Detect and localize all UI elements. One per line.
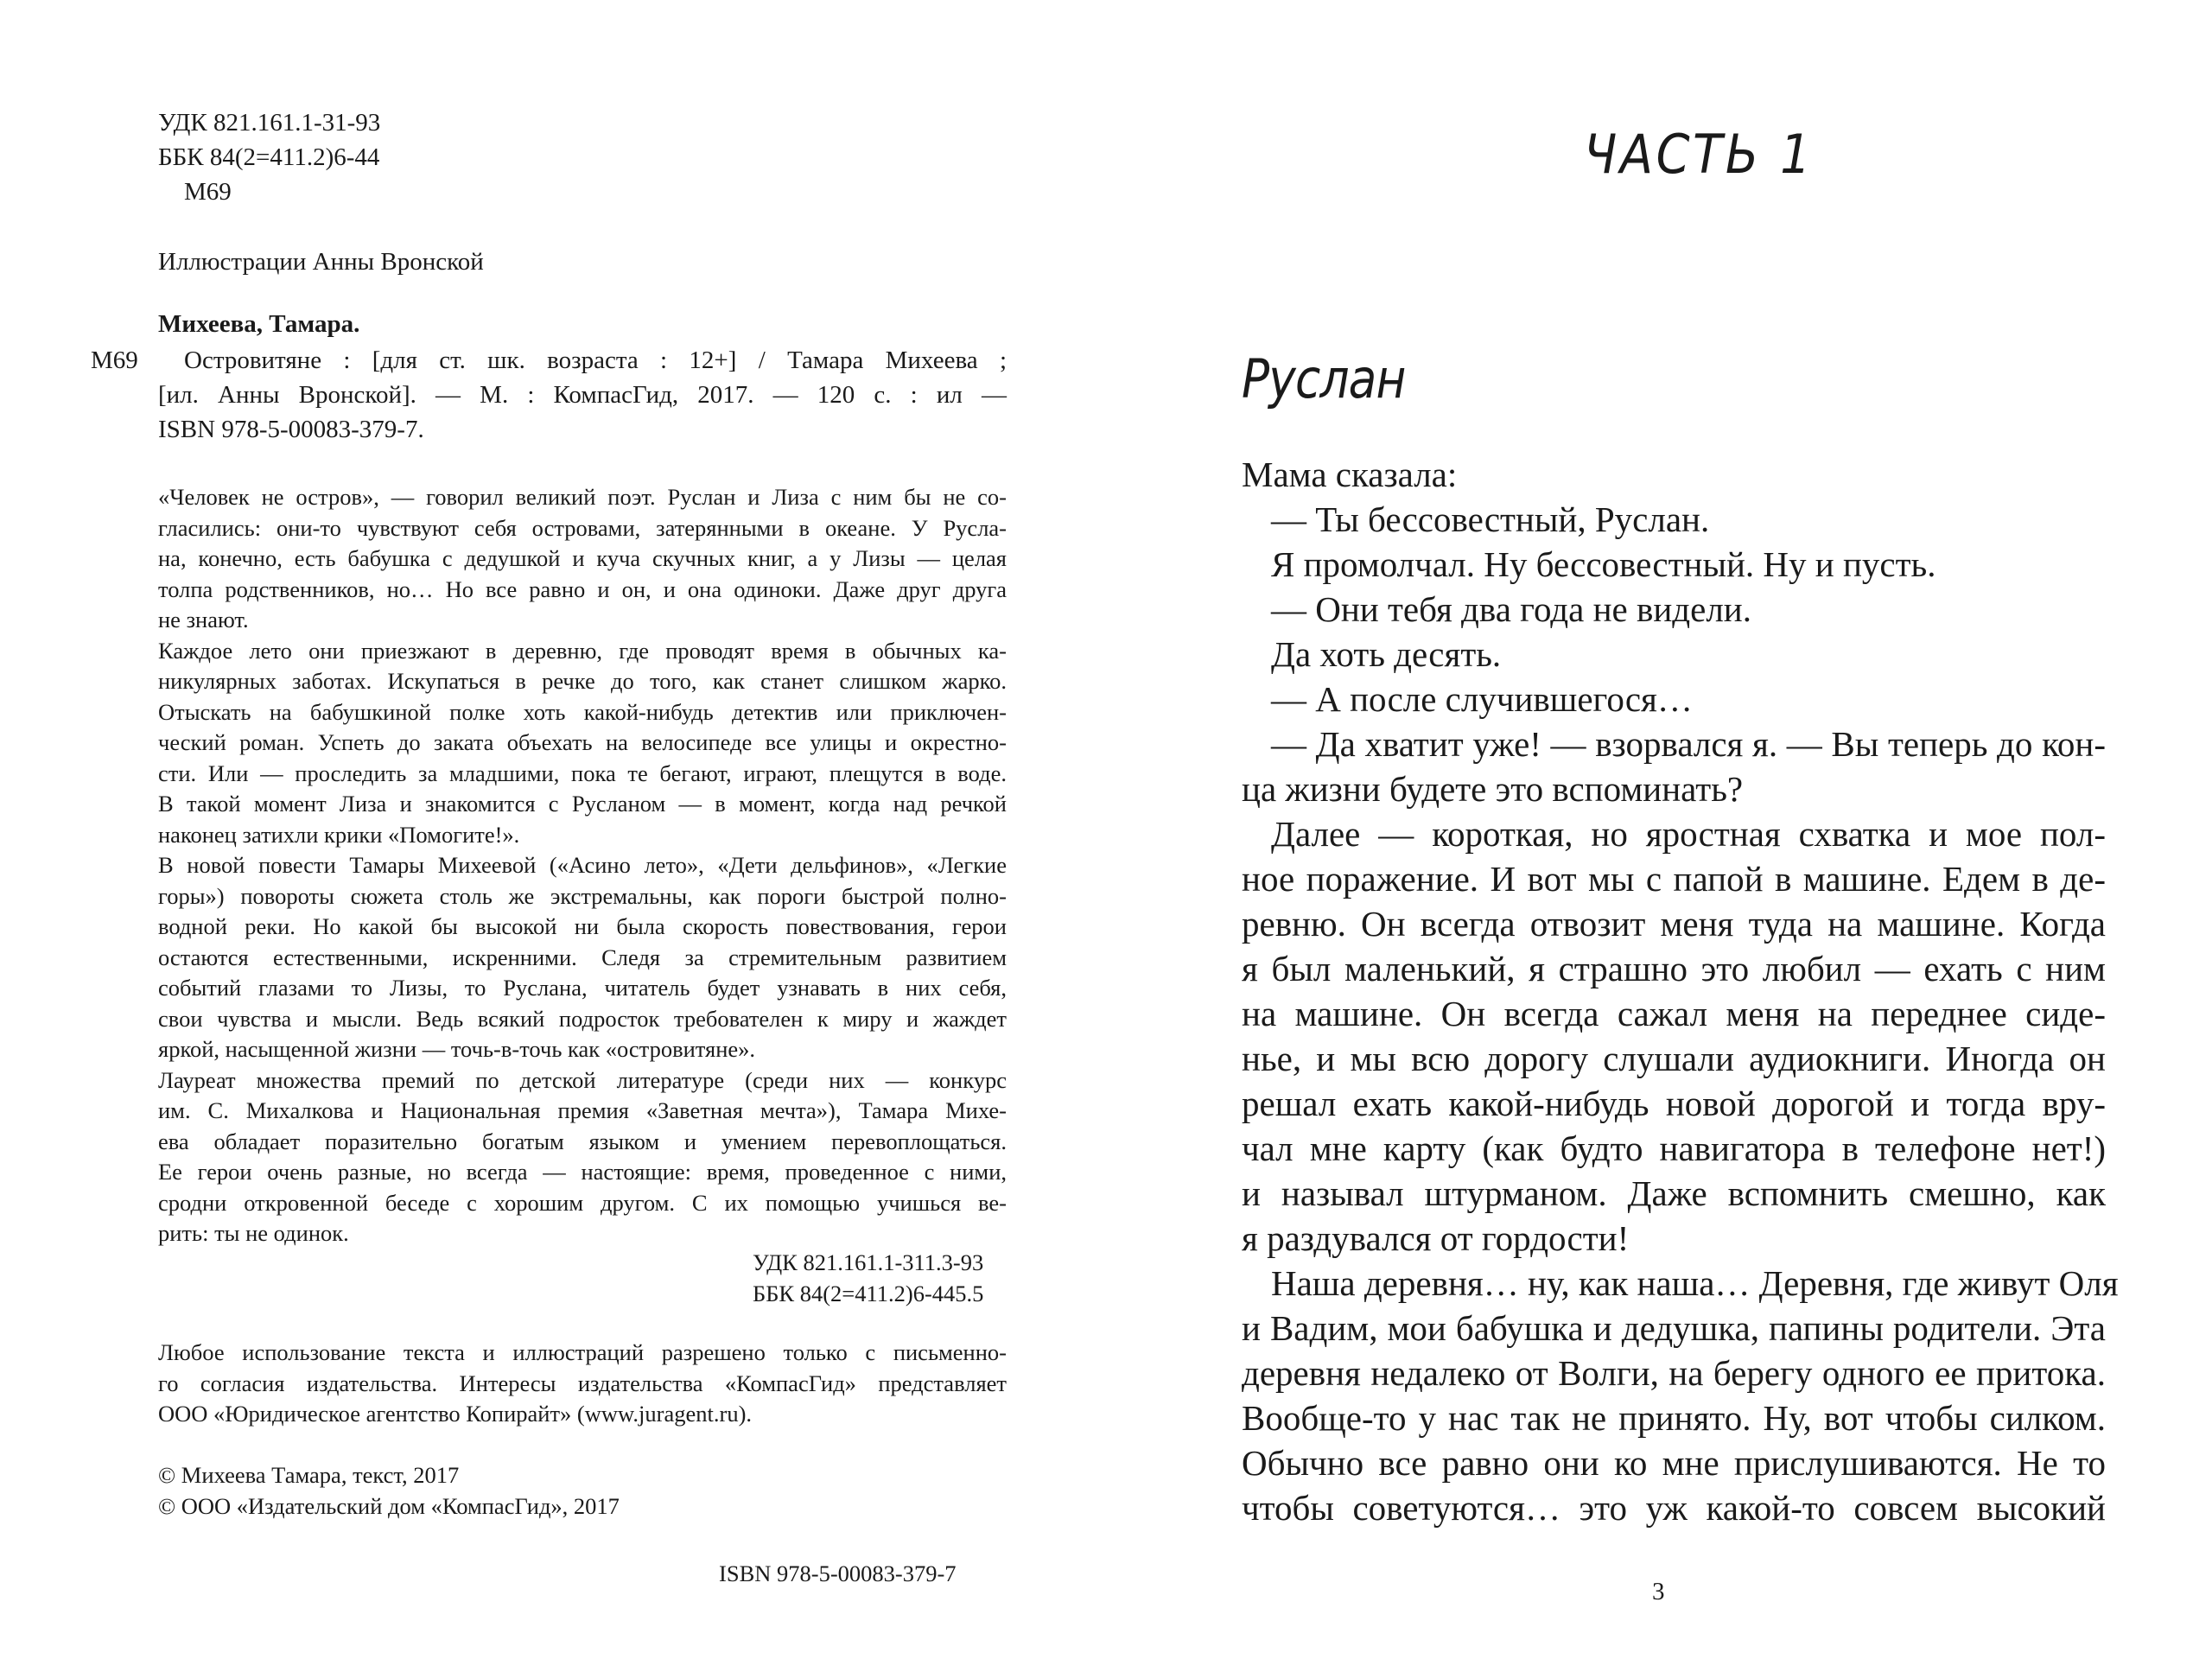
bbk-line: ББК 84(2=411.2)6-44 [158, 143, 380, 171]
udk-line: УДК 821.161.1-311.3-93 [753, 1249, 984, 1275]
annotation-line: гласились: они-то чувствуют себя островами, затерянными в океане. У Русла- [158, 514, 1007, 541]
annotation [158, 482, 1007, 1249]
annotation-line: яркой, насыщенной жизни — точь-в-точь как «островитяне». [158, 1036, 756, 1062]
biblio-line: [ил. Анны Вронской]. — М. : КомпасГид, 2017. — 120 с. : ил — [158, 381, 1007, 409]
udk-bbk-block [158, 105, 380, 209]
story-line: — А после случившегося… [1271, 679, 1693, 719]
annotation-line: наконец затихли крики «Помогите!». [158, 821, 520, 848]
annotation-line: сти. Или — проследить за младшими, пока те бегают, играют, плещутся в воде. [158, 760, 1007, 786]
annotation-line: толпа родственников, но… Но все равно и он, и она одиноки. Даже друг друга [158, 575, 1007, 602]
story-line: чтобы советуются… это уж какой-то совсем высокий [1242, 1488, 2106, 1528]
annotation-line: им. С. Михалкова и Национальная премия «Заветная мечта»), Тамара Михе- [158, 1097, 1007, 1123]
right-page-text [1106, 0, 2212, 1659]
copyright-block [158, 1460, 620, 1522]
story-line: чал мне карту (как будто навигатора в телефоне нет!) [1242, 1128, 2106, 1168]
page-number: 3 [1652, 1578, 1665, 1605]
illustrator-credit: Иллюстрации Анны Вронской [158, 248, 484, 276]
annotation-line: В такой момент Лиза и знакомится с Русланом — в момент, когда над речкой [158, 791, 1007, 817]
annotation-line: «Человек не остров», — говорил великий поэт. Руслан и Лиза с ним бы не со- [158, 484, 1007, 510]
part-title: ЧАСТЬ 1 [1584, 123, 1815, 186]
story-line: Да хоть десять. [1271, 634, 1502, 674]
story-line: Я промолчал. Ну бессовестный. Ну и пусть. [1271, 544, 1936, 584]
margin-author-mark: М69 [91, 346, 138, 374]
annotation-line: ческий роман. Успеть до заката объехать на велосипеде все улицы и окрестно- [158, 729, 1007, 755]
story-line: деревня недалеко от Волги, на берегу одного ее притока. [1242, 1353, 2106, 1393]
annotation-line: не знают. [158, 607, 249, 632]
story-line: ревню. Он всегда отвозит меня туда на машине. Когда [1242, 904, 2106, 944]
annotation-line: Ее герои очень разные, но всегда — настоящие: время, проведенное с ними, [158, 1159, 1007, 1185]
annotation-line: никулярных заботах. Искупаться в речке до того, как станет слишком жарко. [158, 668, 1007, 694]
story-line: — Они тебя два года не видели. [1271, 589, 1752, 629]
bbk-line: ББК 84(2=411.2)6-445.5 [753, 1280, 984, 1306]
annotation-line: Каждое лето они приезжают в деревню, где проводят время в обычных ка- [158, 637, 1007, 664]
story-line: Вообще-то у нас так не принято. Ну, вот чтобы силком. [1242, 1398, 2106, 1438]
story-line: я раздувался от гордости! [1242, 1218, 1630, 1258]
usage-line: ООО «Юридическое агентство Копирайт» (www.juragent.ru). [158, 1401, 753, 1427]
annotation-line: В новой повести Тамары Михеевой («Асино лето», «Дети дельфинов», «Легкие [158, 852, 1007, 878]
annotation-line: ева обладает поразительно богатым языком и умением перевоплощаться. [158, 1128, 1007, 1154]
story-line: и Вадим, мои бабушка и дедушка, папины родители. Эта [1242, 1308, 2106, 1348]
annotation-line: на, конечно, есть бабушка с дедушкой и куча скучных книг, а у Лизы — целая [158, 545, 1007, 571]
copyright-line: © Михеева Тамара, текст, 2017 [158, 1462, 460, 1488]
copyright-line: © ООО «Издательский дом «КомпасГид», 2017 [158, 1492, 620, 1519]
story-line: нье, и мы всю дорогу слушали аудиокниги. Иногда он [1242, 1039, 2106, 1078]
bibliographic-description [158, 343, 1007, 447]
annotation-line: остаются естественными, искренними. Следя за стремительным развитием [158, 944, 1007, 970]
isbn-line: ISBN 978-5-00083-379-7 [719, 1560, 957, 1586]
udk-bbk-annotation-block [158, 1248, 1007, 1309]
udk-line: УДК 821.161.1-31-93 [158, 109, 381, 137]
story-line: я был маленький, я страшно это любил — ехать с ним [1242, 949, 2106, 988]
story-line: ца жизни будете это вспоминать? [1242, 769, 1744, 809]
story-line: — Да хватит уже! — взорвался я. — Вы теперь до кон- [1271, 724, 2106, 764]
author-mark-line: М69 [184, 178, 232, 206]
usage-line: го согласия издательства. Интересы издательства «КомпасГид» представляет [158, 1370, 1007, 1396]
annotation-line: Отыскать на бабушкиной полке хоть какой-нибудь детектив или приключен- [158, 698, 1007, 725]
annotation-line: рить: ты не одинок. [158, 1220, 349, 1246]
story-text [1242, 452, 2119, 1530]
story-line: решал ехать какой-нибудь новой дорогой и тогда вру- [1242, 1084, 2106, 1123]
chapter-title: Руслан [1242, 347, 1406, 410]
story-line: ное поражение. И вот мы с папой в машине. Едем в де- [1242, 859, 2106, 899]
story-line: Далее — короткая, но яростная схватка и мое пол- [1271, 814, 2106, 854]
story-line: Обычно все равно они ко мне прислушиваются. Не то [1242, 1443, 2106, 1483]
story-line: Мама сказала: [1242, 454, 1458, 494]
usage-line: Любое использование текста и иллюстраций разрешено только с письменно- [158, 1339, 1007, 1365]
annotation-line: Лауреат множества премий по детской литературе (среди них — конкурс [158, 1066, 1007, 1093]
annotation-line: свои чувства и мысли. Ведь всякий подросток требователен к миру и жаждет [158, 1005, 1007, 1032]
annotation-line: горы») повороты сюжета столь же экстремальны, как пороги быстрой полно- [158, 882, 1007, 909]
author-heading: Михеева, Тамара. [158, 310, 360, 338]
biblio-line: ISBN 978-5-00083-379-7. [158, 416, 424, 443]
usage-notice [158, 1338, 1007, 1430]
story-line: и называл штурманом. Даже вспомнить смешно, как [1242, 1173, 2106, 1213]
story-line: — Ты бессовестный, Руслан. [1271, 499, 1710, 539]
story-line: Наша деревня… ну, как наша… Деревня, где живут Оля [1271, 1263, 2119, 1303]
annotation-line: сродни откровенной беседе с хорошим другом. С их помощью учишься ве- [158, 1189, 1007, 1216]
story-line: на машине. Он всегда сажал меня на переднее сиде- [1242, 994, 2106, 1033]
annotation-line: водной реки. Но какой бы высокой ни была скорость повествования, герои [158, 913, 1007, 939]
annotation-line: событий глазами то Лизы, то Руслана, читатель будет узнавать в них себя, [158, 975, 1007, 1001]
biblio-line: Островитяне : [для ст. шк. возраста : 12+] / Тамара Михеева ; [184, 346, 1007, 374]
